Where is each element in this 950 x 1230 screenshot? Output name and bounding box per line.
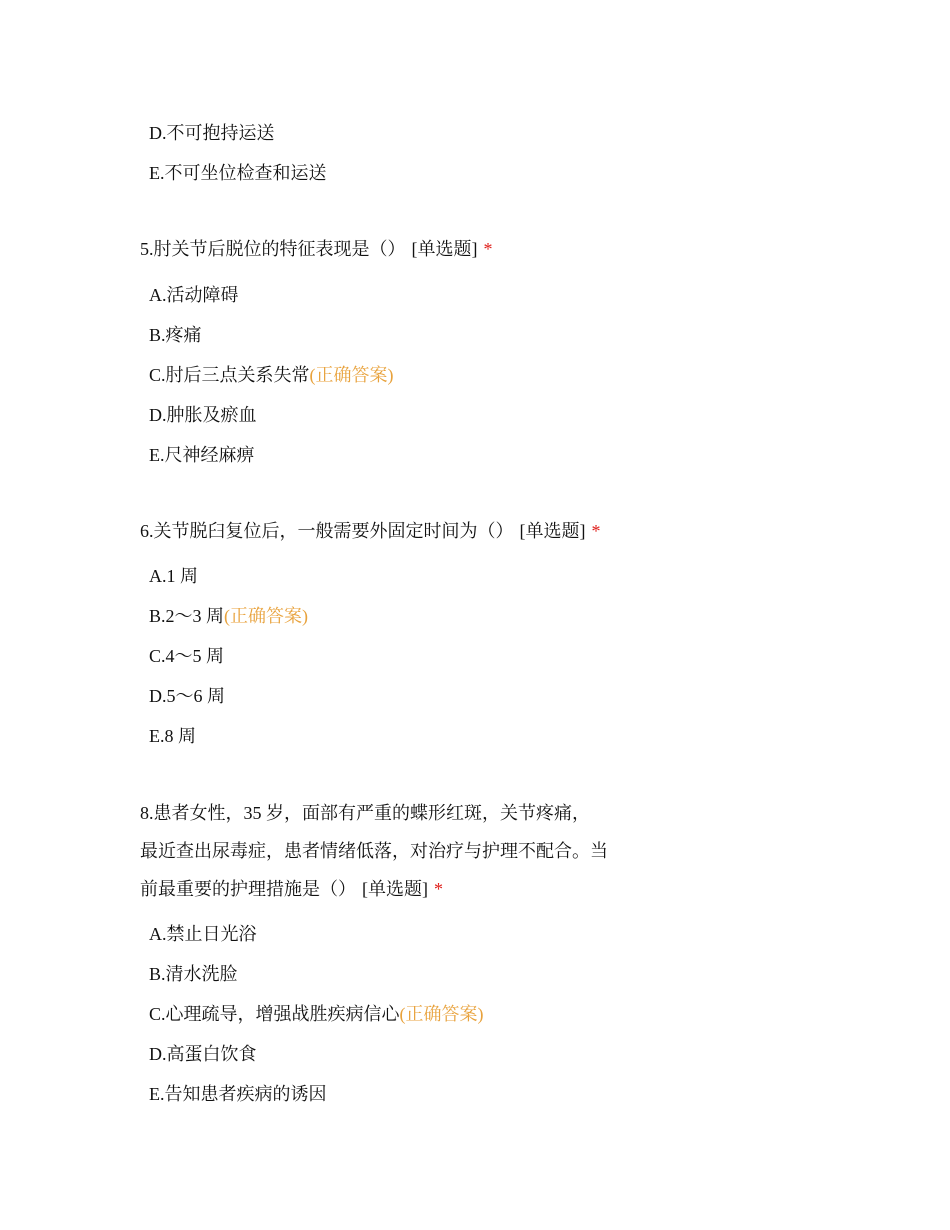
question-type-tag: [单选题] [519, 521, 586, 541]
question-text-line: 8.患者女性，35 岁，面部有严重的蝶形红斑，关节疼痛， [140, 803, 590, 823]
option-text: E.尺神经麻痹 [149, 445, 255, 465]
option-e[interactable] [149, 443, 255, 467]
option-e[interactable] [149, 724, 196, 748]
option-text: D.5～6 周 [149, 686, 225, 706]
correct-answer-mark: (正确答案) [224, 606, 309, 626]
option-text: D.不可抱持运送 [149, 123, 275, 143]
option-d[interactable] [149, 1042, 257, 1066]
correct-answer-mark: (正确答案) [309, 365, 394, 385]
option-text: E.不可坐位检查和运送 [149, 163, 327, 183]
option-a[interactable] [149, 564, 198, 588]
option-text: D.肿胀及瘀血 [149, 405, 257, 425]
option-b[interactable] [149, 962, 238, 986]
option-e[interactable] [149, 1082, 327, 1106]
option-d[interactable] [149, 121, 275, 145]
question-text-line: 前最重要的护理措施是（） [140, 879, 356, 899]
option-c[interactable] [149, 644, 224, 668]
required-mark: * [434, 879, 443, 899]
option-text: B.清水洗脸 [149, 964, 238, 984]
option-a[interactable] [149, 922, 257, 946]
option-text: C.4～5 周 [149, 646, 225, 666]
option-text: A.活动障碍 [149, 285, 239, 305]
option-text: C.心理疏导，增强战胜疾病信心 [149, 1004, 400, 1024]
option-b[interactable] [149, 323, 202, 347]
option-text: B.2～3 周 [149, 606, 225, 626]
option-text: A.禁止日光浴 [149, 924, 257, 944]
question-text: 6.关节脱臼复位后，一般需要外固定时间为（） [140, 521, 514, 541]
option-d[interactable] [149, 403, 257, 427]
question-title [140, 230, 640, 268]
required-mark: * [591, 521, 601, 541]
option-text: A.1 周 [149, 566, 198, 586]
option-d[interactable] [149, 684, 225, 708]
question-type-tag: [单选题] [411, 239, 478, 259]
option-text: C.肘后三点关系失常 [149, 365, 310, 385]
required-mark: * [483, 239, 493, 259]
option-c[interactable] [149, 363, 394, 387]
option-text: D.高蛋白饮食 [149, 1044, 257, 1064]
option-e[interactable] [149, 161, 327, 185]
option-b[interactable] [149, 604, 308, 628]
question-title [140, 512, 640, 550]
option-a[interactable] [149, 283, 239, 307]
question-text-line: 最近查出尿毒症，患者情绪低落，对治疗与护理不配合。当 [140, 841, 608, 861]
question-title [140, 794, 640, 908]
option-text: B.疼痛 [149, 325, 202, 345]
question-type-tag: [单选题] [362, 879, 428, 899]
option-text: E.8 周 [149, 726, 196, 746]
question-text: 5.肘关节后脱位的特征表现是（） [140, 239, 406, 259]
option-text: E.告知患者疾病的诱因 [149, 1084, 327, 1104]
option-c[interactable] [149, 1002, 484, 1026]
correct-answer-mark: (正确答案) [399, 1004, 484, 1024]
